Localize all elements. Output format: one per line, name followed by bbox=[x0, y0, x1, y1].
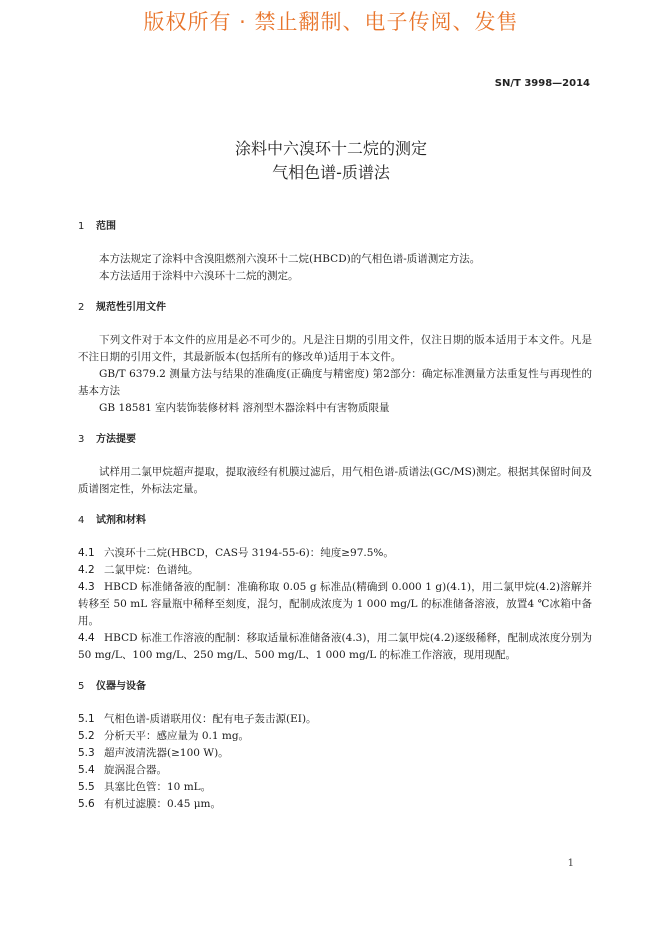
section-heading-reagents: 4 试剂和材料 bbox=[78, 515, 146, 526]
list-item: 5.4 旋涡混合器。 bbox=[78, 764, 167, 776]
list-item: 4.4 HBCD 标准工作溶液的配制：移取适量标准储备液(4.3)，用二氯甲烷(4.2)逐级稀释，配制成浓度分别为 50 mg/L、100 mg/L、250 mg/L、500 mg/L、1 000 mg/L 的标准工作溶液，现用现配。 bbox=[78, 632, 592, 661]
paragraph: 下列文件对于本文件的应用是必不可少的。凡是注日期的引用文件，仅注日期的版本适用于本文件。凡是不注日期的引用文件，其最新版本(包括所有的修改单)适用于本文件。 bbox=[78, 334, 592, 363]
copyright-watermark: 版权所有 · 禁止翻制、电子传阅、发售 bbox=[143, 10, 519, 34]
paragraph: 试样用二氯甲烷超声提取，提取液经有机膜过滤后，用气相色谱-质谱法(GC/MS)测定。根据其保留时间及质谱图定性，外标法定量。 bbox=[78, 466, 592, 495]
document-body bbox=[78, 218, 592, 813]
section-heading-scope: 1 范围 bbox=[78, 221, 116, 232]
paragraph: 本方法规定了涂料中含溴阻燃剂六溴环十二烷(HBCD)的气相色谱-质谱测定方法。 bbox=[99, 253, 481, 265]
list-item: 4.2 二氯甲烷：色谱纯。 bbox=[78, 564, 199, 576]
list-item: 5.5 具塞比色管：10 mL。 bbox=[78, 781, 212, 793]
list-item: 4.3 HBCD 标准储备液的配制：准确称取 0.05 g 标准品(精确到 0.000 1 g)(4.1)，用二氯甲烷(4.2)溶解并转移至 50 mL 容量瓶中稀释至刻度，混匀，配制成浓度为 1 000 mg/L 的标准储备溶液，放置4 ℃冰箱中备用。 bbox=[78, 581, 592, 627]
list-item: 5.1 气相色谱-质谱联用仪：配有电子轰击源(EI)。 bbox=[78, 713, 317, 725]
section-heading-principle: 3 方法提要 bbox=[78, 434, 136, 445]
paragraph: 本方法适用于涂料中六溴环十二烷的测定。 bbox=[99, 270, 299, 282]
document-title: 涂料中六溴环十二烷的测定 bbox=[234, 139, 427, 158]
reference-item: GB/T 6379.2 测量方法与结果的准确度(正确度与精密度) 第2部分：确定标准测量方法重复性与再现性的基本方法 bbox=[78, 368, 592, 397]
list-item: 5.2 分析天平：感应量为 0.1 mg。 bbox=[78, 730, 250, 742]
list-item: 5.3 超声波清洗器(≥100 W)。 bbox=[78, 747, 229, 759]
list-item: 5.6 有机过滤膜：0.45 μm。 bbox=[78, 798, 221, 810]
document-subtitle: 气相色谱-质谱法 bbox=[272, 163, 390, 182]
reference-item: GB 18581 室内装饰装修材料 溶剂型木器涂料中有害物质限量 bbox=[99, 402, 390, 414]
section-heading-references: 2 规范性引用文件 bbox=[78, 302, 166, 313]
standard-code: SN/T 3998—2014 bbox=[494, 78, 590, 89]
section-heading-apparatus: 5 仪器与设备 bbox=[78, 681, 146, 692]
page-number: 1 bbox=[567, 858, 574, 869]
list-item: 4.1 六溴环十二烷(HBCD，CAS号 3194-55-6)：纯度≥97.5%。 bbox=[78, 547, 394, 559]
